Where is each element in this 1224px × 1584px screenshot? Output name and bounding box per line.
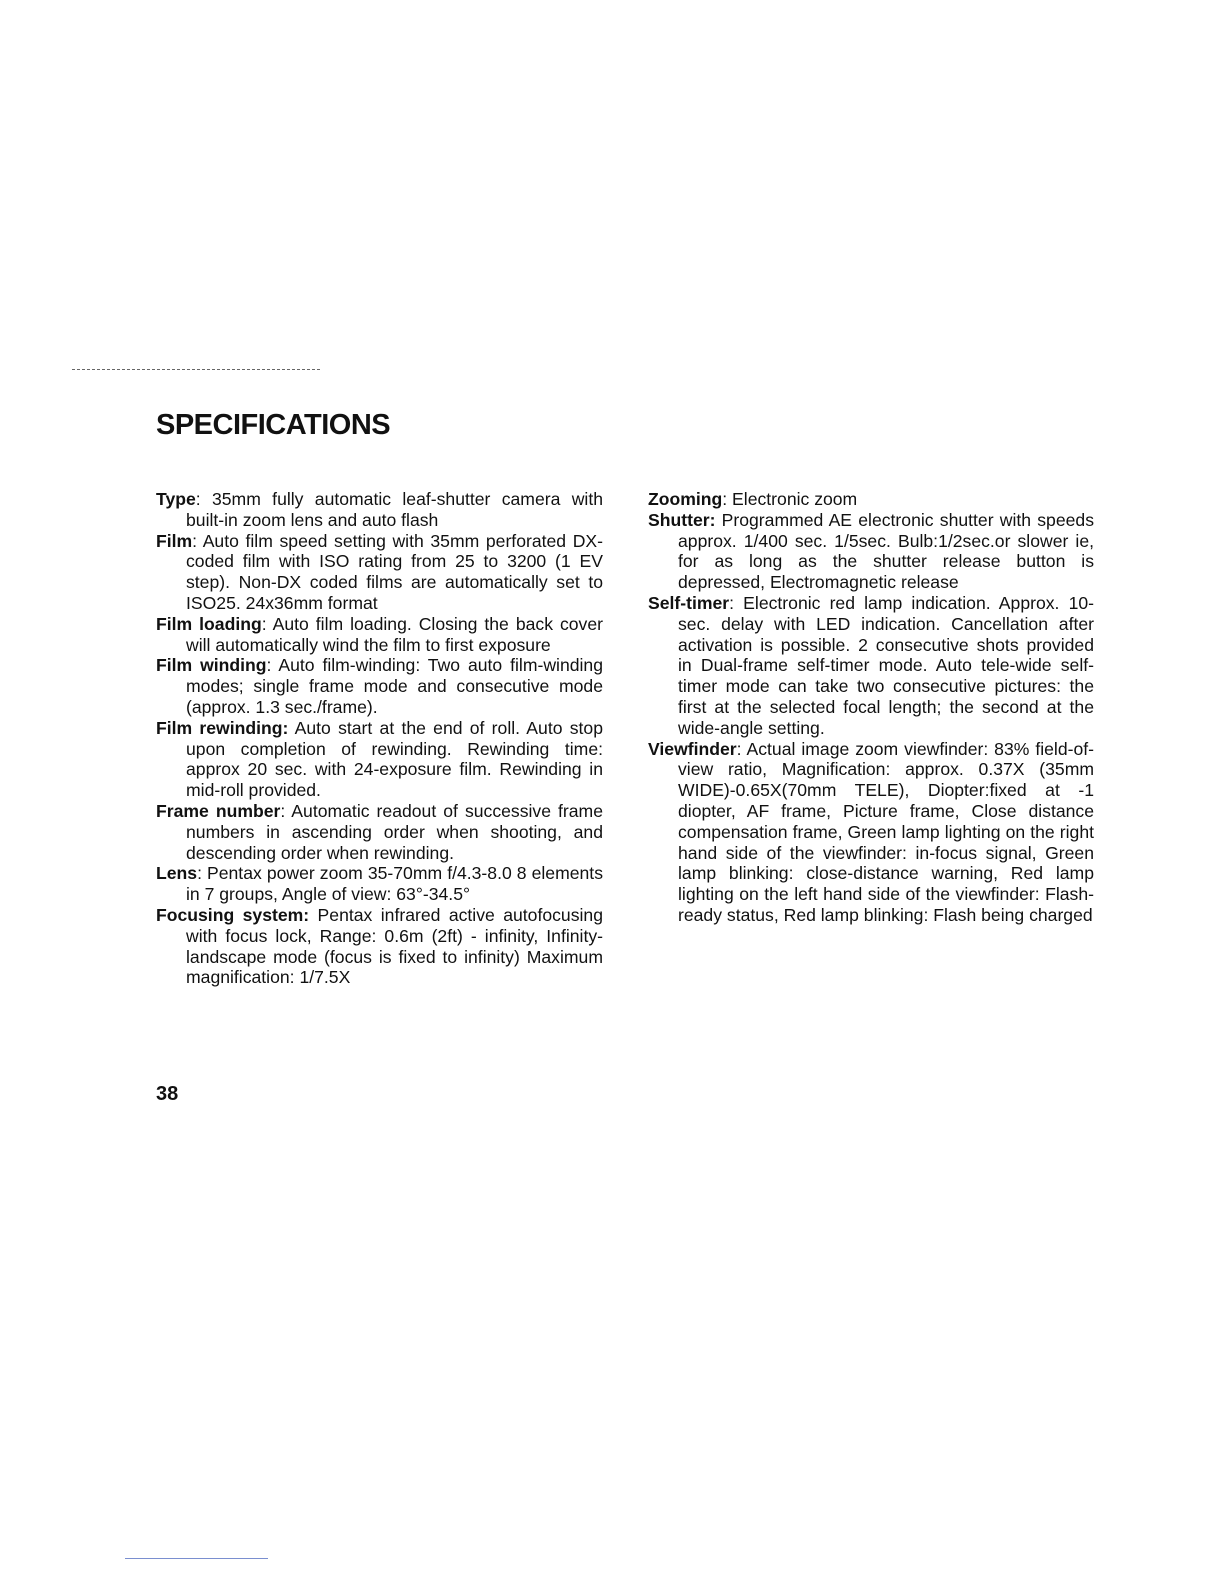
spec-column-left	[156, 489, 603, 988]
spec-term: Shutter:	[648, 509, 716, 530]
spec-text: : Pentax power zoom 35-70mm f/4.3-8.0 8 elements in 7 groups, Angle of view: 63°-34.5°	[186, 863, 603, 905]
spec-text: : 35mm fully automatic leaf-shutter camera with built-in zoom lens and auto flash	[186, 489, 603, 530]
spec-text: : Auto film-winding: Two auto film-winding modes; single frame mode and consecutive mode (approx. 1.3 sec./frame).	[186, 655, 603, 717]
spec-viewfinder	[648, 739, 1094, 926]
spec-term: Focusing system:	[156, 904, 310, 925]
spec-text: : Electronic zoom	[722, 489, 858, 509]
spec-self-timer	[648, 593, 1094, 739]
spec-term: Film winding	[156, 655, 267, 676]
spec-text: Pentax infrared active autofocusing with focus lock, Range: 0.6m (2ft) - infinity, Infinity-landscape mode (focus is fixed to infinity) Maximum magnification: 1/7.5X	[186, 904, 603, 988]
spec-term: Self-timer	[648, 592, 730, 613]
spec-term: Type	[156, 489, 196, 509]
spec-term: Lens	[156, 863, 198, 884]
spec-shutter	[648, 510, 1094, 593]
bottom-rule	[125, 1558, 268, 1559]
spec-text: : Auto film speed setting with 35mm perforated DX-coded film with ISO rating from 25 to 3200 (1 EV step). Non-DX coded films are automatically set to ISO25. 24x36mm format	[186, 530, 603, 613]
spec-text: : Actual image zoom viewfinder: 83% field-of-view ratio, Magnification: approx. 0.37X (35mm WIDE)-0.65X(70mm TELE), Diopter:fixed at -1 diopter, AF frame, Picture frame, Close distance compensation frame, Green lamp lighting on the right hand side of the viewfinder: in-focus signal, Green lamp blinking: close-distance warning, Red lamp lighting on the left hand side of the viewfinder: Flash-ready status, Red lamp blinking: Flash being charged	[678, 738, 1094, 925]
spec-zooming	[648, 489, 1094, 510]
spec-type	[156, 489, 603, 531]
spec-text: : Auto film loading. Closing the back cover will automatically wind the film to first exposure	[186, 613, 603, 655]
spec-column-right	[648, 489, 1094, 926]
spec-film-winding	[156, 655, 603, 717]
spec-text: : Automatic readout of successive frame numbers in ascending order when shooting, and descending order when rewinding.	[186, 800, 603, 863]
spec-term: Film loading	[156, 613, 262, 634]
spec-film	[156, 531, 603, 614]
spec-term: Zooming	[648, 489, 723, 509]
page-number: 38	[156, 1083, 179, 1105]
spec-term: Viewfinder	[648, 738, 737, 759]
spec-film-rewinding	[156, 718, 603, 801]
spec-focusing-system	[156, 905, 603, 988]
spec-lens	[156, 863, 603, 905]
spec-frame-number	[156, 801, 603, 863]
top-rule	[72, 369, 320, 370]
spec-term: Film rewinding:	[156, 717, 289, 738]
spec-film-loading	[156, 614, 603, 656]
page-title: SPECIFICATIONS	[156, 409, 391, 441]
spec-term: Frame number	[156, 800, 281, 821]
spec-text: Programmed AE electronic shutter with speeds approx. 1/400 sec. 1/5sec. Bulb:1/2sec.or slower ie, for as long as the shutter release button is depressed, Electromagnetic release	[678, 509, 1094, 593]
spec-term: Film	[156, 530, 193, 551]
spec-text: Auto start at the end of roll. Auto stop upon completion of rewinding. Rewinding time: approx 20 sec. with 24-exposure film. Rewinding in mid-roll provided.	[186, 717, 603, 801]
spec-text: : Electronic red lamp indication. Approx. 10-sec. delay with LED indication. Cancellation after activation is possible. 2 consecutive shots provided in Dual-frame self-timer mode. Auto tele-wide self-timer mode can take two consecutive pictures: the first at the selected focal length; the second at the wide-angle setting.	[678, 592, 1094, 738]
